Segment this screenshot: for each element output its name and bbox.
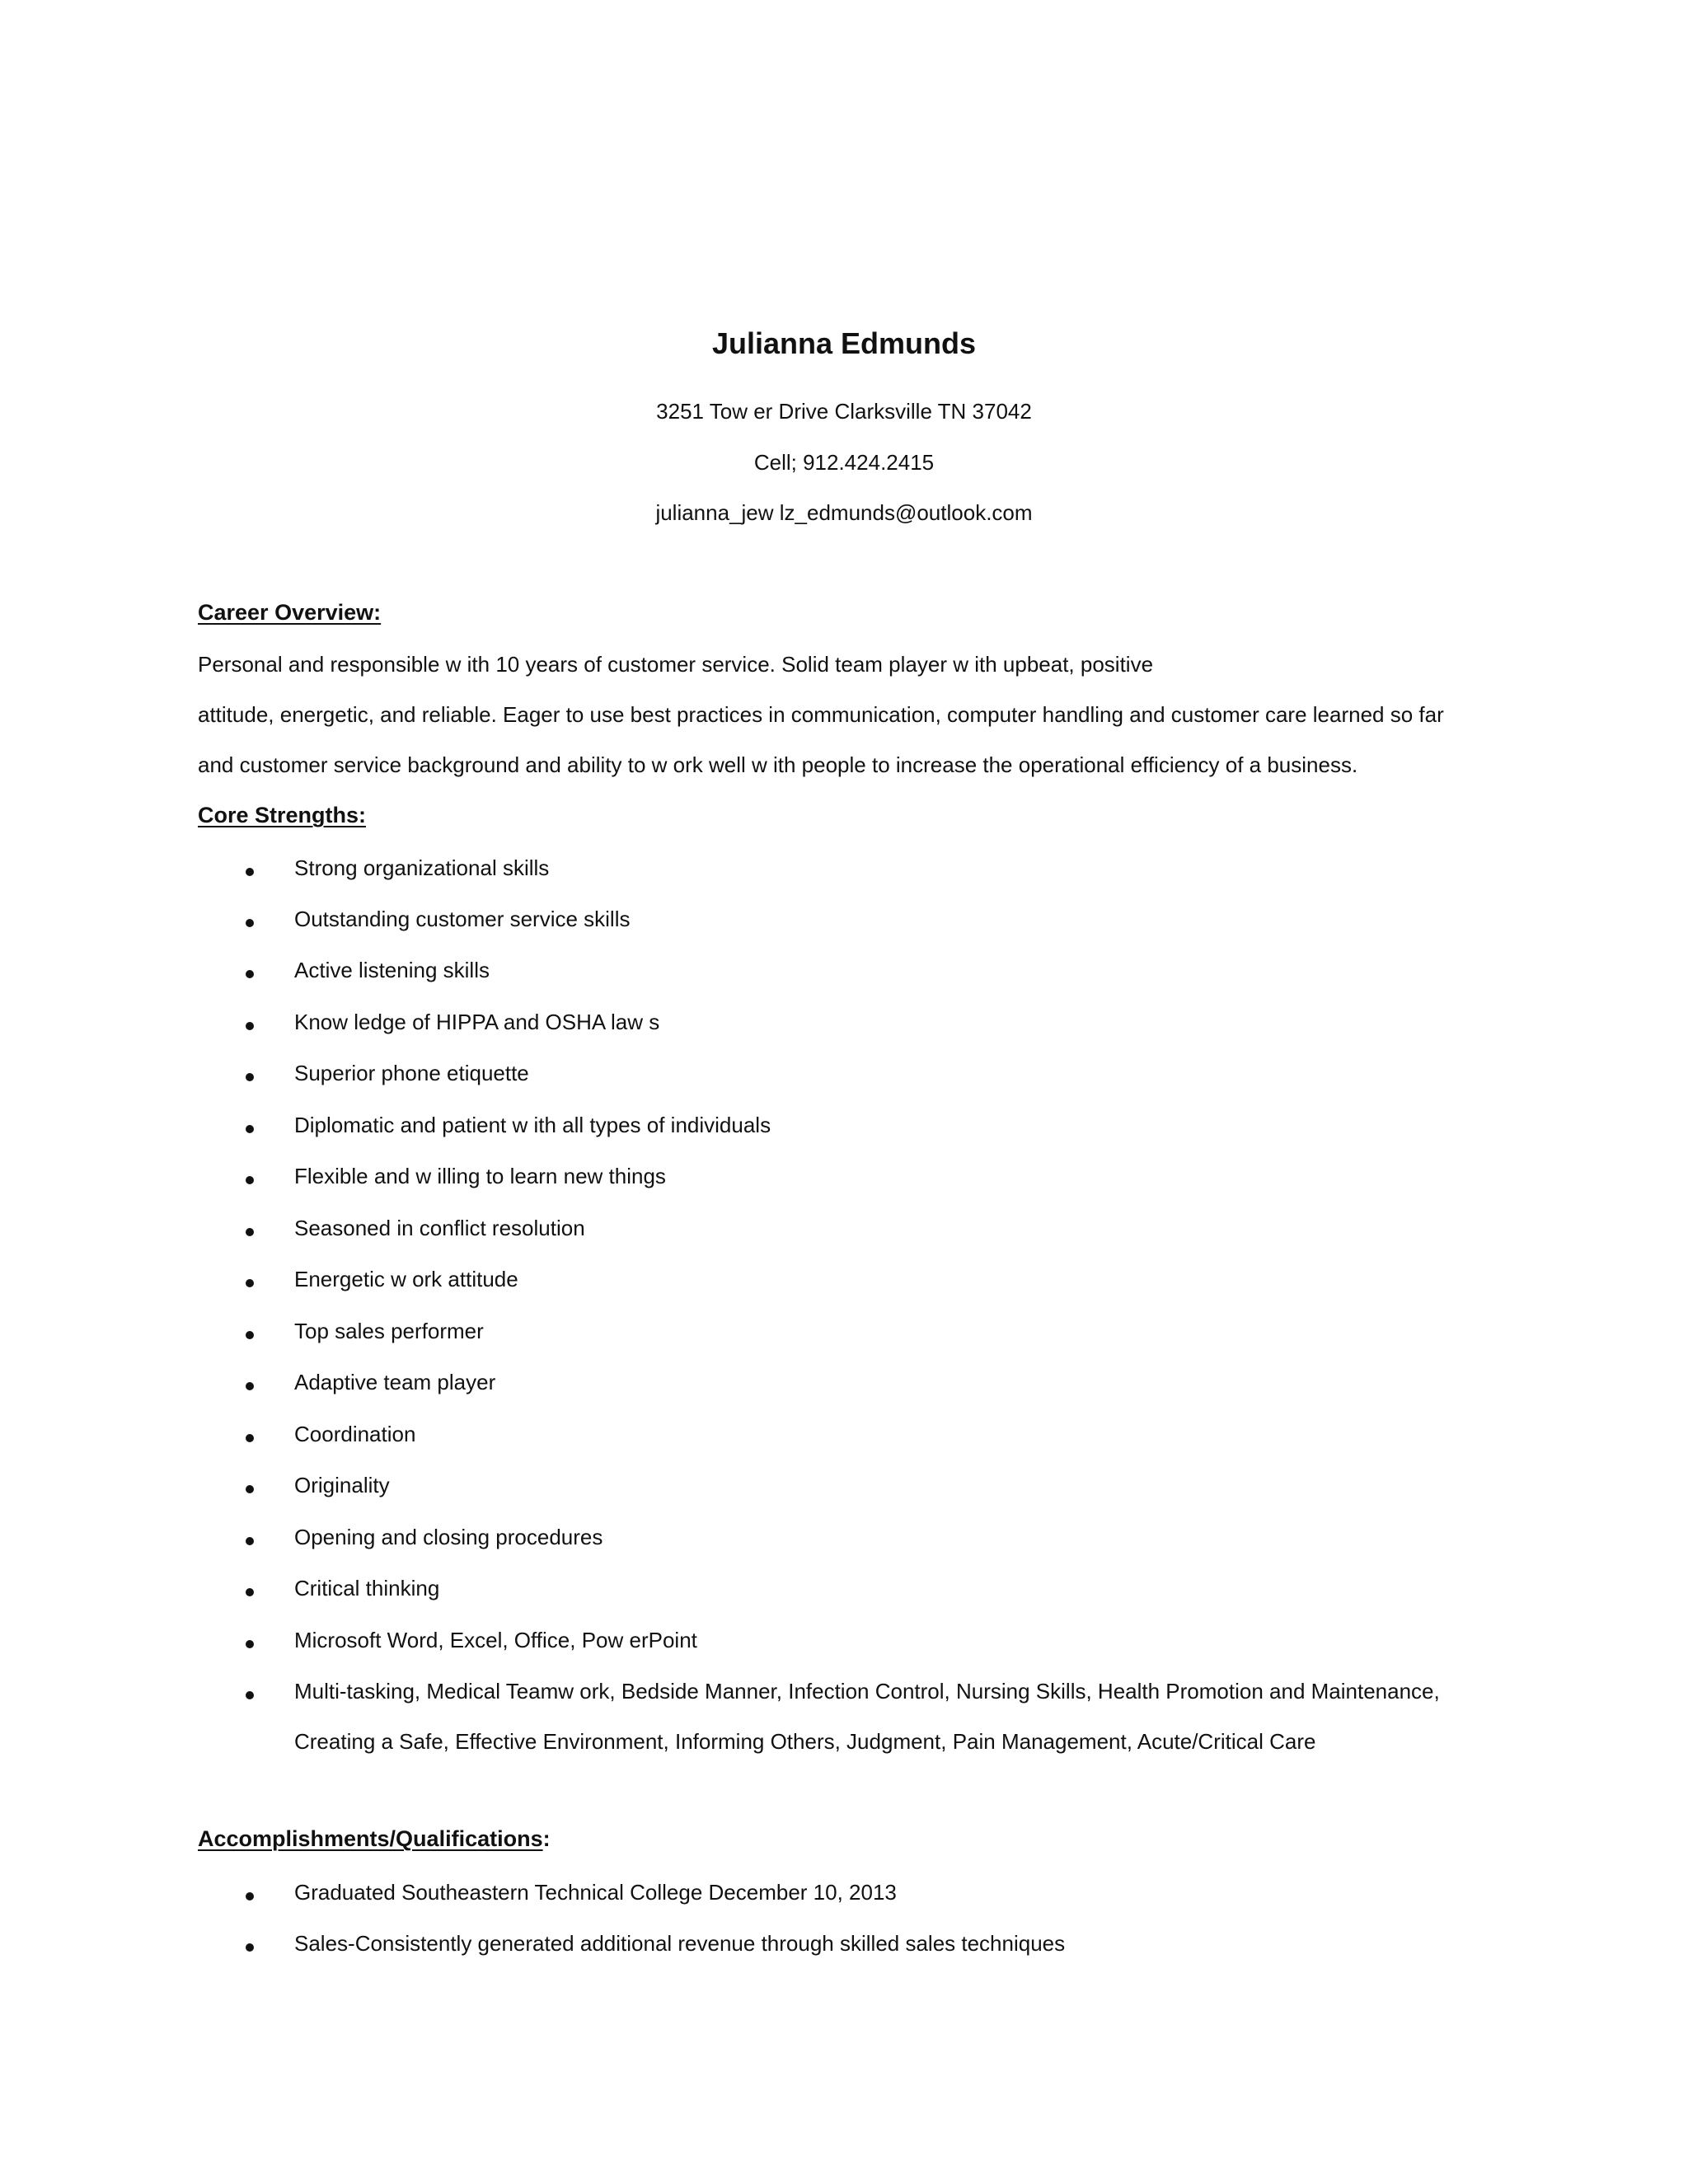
- bullet-icon: [246, 1588, 254, 1596]
- core-strengths-heading-text: Core Strengths:: [198, 803, 367, 827]
- list-item-text: Flexible and w illing to learn new things: [294, 1164, 666, 1188]
- bullet-icon: [246, 1176, 254, 1184]
- bullet-icon: [246, 1691, 254, 1699]
- list-item-text: Opening and closing procedures: [294, 1525, 603, 1549]
- list-item-text: Microsoft Word, Excel, Office, Pow erPoint: [294, 1628, 697, 1652]
- list-item-text: Coordination: [294, 1422, 416, 1446]
- list-item-text: Energetic w ork attitude: [294, 1267, 518, 1291]
- list-item: [0, 855, 1688, 888]
- bullet-icon: [246, 1537, 254, 1545]
- bullet-icon: [246, 1943, 254, 1952]
- list-item: [0, 1216, 1688, 1249]
- list-item: [0, 958, 1688, 991]
- address: 3251 Tow er Drive Clarksville TN 37042: [656, 399, 1032, 424]
- list-item-text-continuation: Creating a Safe, Effective Environment, Informing Others, Judgment, Pain Management, Acute/Critical Care: [294, 1729, 1316, 1754]
- list-item-text: Outstanding customer service skills: [294, 907, 631, 931]
- career-overview-line: and customer service background and ability to w ork well w ith people to increase the operational efficiency of a business.: [198, 752, 1358, 777]
- bullet-icon: [246, 1892, 254, 1900]
- accomplishments-heading: [198, 1826, 551, 1852]
- phone: Cell; 912.424.2415: [753, 450, 935, 475]
- list-item: [0, 1880, 1688, 1913]
- list-item: [0, 1525, 1688, 1558]
- accomplishments-heading-colon: :: [542, 1826, 551, 1851]
- list-item-text: Diplomatic and patient w ith all types of individuals: [294, 1113, 771, 1137]
- list-item: [0, 1010, 1688, 1043]
- bullet-icon: [246, 1434, 254, 1442]
- email: julianna_jew lz_edmunds@outlook.com: [655, 500, 1033, 525]
- list-item: [0, 1422, 1688, 1455]
- list-item-text: Strong organizational skills: [294, 855, 550, 880]
- bullet-icon: [246, 1382, 254, 1390]
- candidate-name: Julianna Edmunds: [711, 326, 977, 360]
- list-item: [0, 1061, 1688, 1094]
- bullet-icon: [246, 1228, 254, 1236]
- career-overview-heading: [198, 600, 381, 626]
- bullet-icon: [246, 1022, 254, 1030]
- career-overview-line: Personal and responsible w ith 10 years of customer service. Solid team player w ith upbeat, positive: [198, 652, 1154, 677]
- list-item-text: Know ledge of HIPPA and OSHA law s: [294, 1010, 660, 1034]
- list-item-text: Seasoned in conflict resolution: [294, 1216, 585, 1240]
- list-item-text: Critical thinking: [294, 1576, 440, 1601]
- bullet-icon: [246, 1073, 254, 1081]
- list-item: [0, 1679, 1688, 1761]
- bullet-icon: [246, 1331, 254, 1339]
- career-overview-line: attitude, energetic, and reliable. Eager to use best practices in communication, computer handling and customer care learned so far: [198, 702, 1444, 727]
- list-item: [0, 1370, 1688, 1403]
- accomplishments-heading-text: Accomplishments/Qualifications: [198, 1826, 543, 1851]
- list-item: [0, 1164, 1688, 1197]
- list-item: [0, 1576, 1688, 1609]
- list-item-text: Sales-Consistently generated additional revenue through skilled sales techniques: [294, 1931, 1066, 1956]
- list-item-text: Originality: [294, 1473, 390, 1497]
- bullet-icon: [246, 1485, 254, 1493]
- bullet-icon: [246, 1640, 254, 1648]
- list-item: [0, 1931, 1688, 1964]
- list-item-text: Graduated Southeastern Technical College December 10, 2013: [294, 1880, 897, 1905]
- bullet-icon: [246, 1279, 254, 1287]
- list-item: [0, 1319, 1688, 1352]
- core-strengths-heading: [198, 803, 366, 828]
- career-overview-heading-text: Career Overview:: [198, 600, 382, 625]
- list-item: [0, 1473, 1688, 1506]
- list-item-text: Superior phone etiquette: [294, 1061, 529, 1085]
- bullet-icon: [246, 1125, 254, 1133]
- list-item-text: Multi-tasking, Medical Teamw ork, Bedside Manner, Infection Control, Nursing Skills, Health Promotion and Maintenance,: [294, 1679, 1440, 1704]
- list-item: [0, 1267, 1688, 1300]
- bullet-icon: [246, 970, 254, 978]
- bullet-icon: [246, 868, 254, 876]
- list-item: [0, 1113, 1688, 1146]
- list-item: [0, 1628, 1688, 1661]
- list-item: [0, 907, 1688, 940]
- bullet-icon: [246, 919, 254, 927]
- list-item-text: Adaptive team player: [294, 1370, 496, 1394]
- list-item-text: Active listening skills: [294, 958, 490, 982]
- list-item-text: Top sales performer: [294, 1319, 484, 1343]
